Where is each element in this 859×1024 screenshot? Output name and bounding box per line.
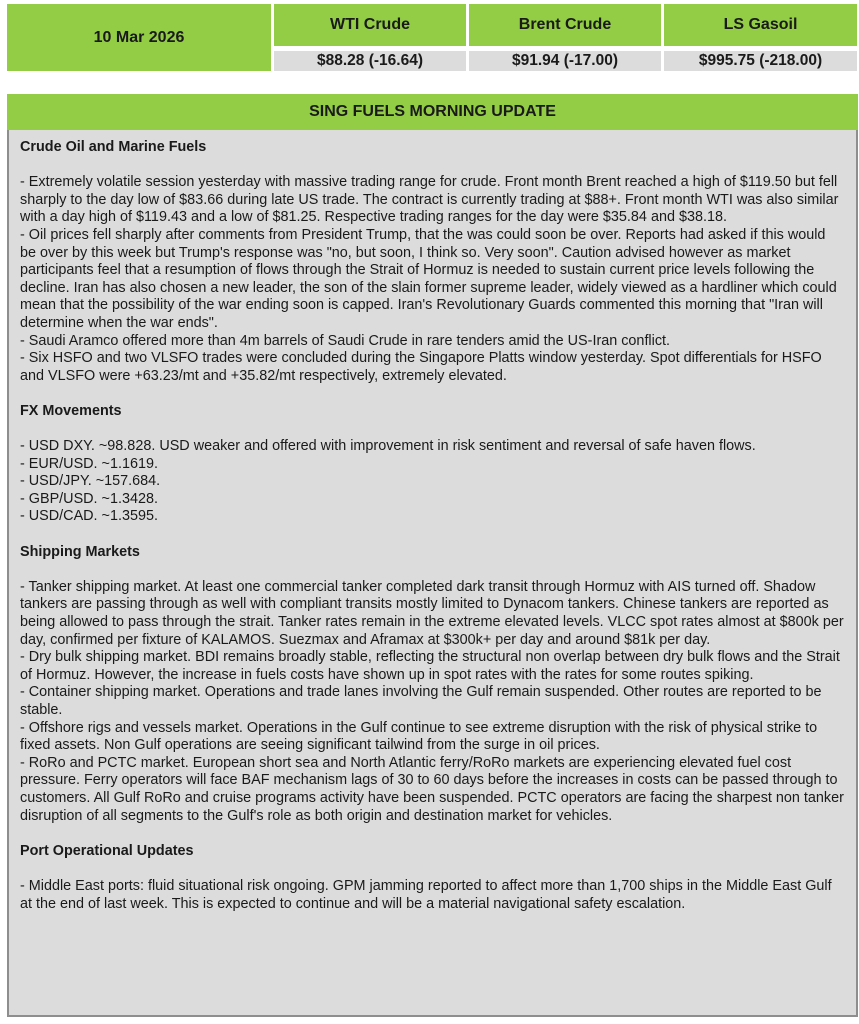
list-item: - Saudi Aramco offered more than 4m barrels of Saudi Crude in rare tenders amid the US-Iran conflict.	[20, 332, 671, 349]
list-item: - GBP/USD. ~1.3428.	[20, 490, 158, 507]
price-column-wti	[274, 4, 466, 71]
list-item: - Dry bulk shipping market. BDI remains broadly stable, reflecting the structural non overlap between dry bulk flows and the Strait of Hormuz. However, the increase in fuels costs have shown up in spot rates with the rates for some routes spiking.	[20, 649, 840, 683]
price-value-gasoil: $995.75 (-218.00)	[664, 51, 857, 71]
price-label-brent: Brent Crude	[469, 4, 661, 46]
report-date: 10 Mar 2026	[7, 4, 271, 71]
list-item: - Oil prices fell sharply after comments from President Trump, that the was could soon be over. Reports had asked if this would be over by this week but Trump's response was "no, but soon, I think so. Very soon". Caution advised however as market participants feel that a resumption of flows through the Strait of Hormuz is needed to sustain current price levels following the decline. Iran has also chosen a new leader, the son of the slain former supreme leader, widely viewed as a hardliner which could mean that the possibility of the war ending soon is capped. Iran's Revolutionary Guards commented this morning that "Iran will determine when the war ends".	[20, 226, 837, 331]
section-crude-oil	[20, 139, 845, 385]
section-port-updates	[20, 843, 845, 913]
price-column-brent	[469, 4, 661, 71]
section-title: Shipping Markets	[20, 543, 140, 560]
list-item: - USD/CAD. ~1.3595.	[20, 508, 158, 525]
section-shipping-markets	[20, 544, 845, 826]
list-item: - Six HSFO and two VLSFO trades were concluded during the Singapore Platts window yesterday. Spot differentials for HSFO and VLSFO were +63.23/mt and +35.82/mt respectively, extremely elevated.	[20, 350, 822, 384]
list-item: - Offshore rigs and vessels market. Operations in the Gulf continue to see extreme disruption with the risk of physical strike to fixed assets. Non Gulf operations are seeing significant tailwind from the surge in oil prices.	[20, 719, 818, 754]
list-item: - EUR/USD. ~1.1619.	[20, 455, 158, 472]
section-title: Crude Oil and Marine Fuels	[20, 139, 207, 155]
price-value-wti: $88.28 (-16.64)	[274, 51, 466, 71]
price-label-wti: WTI Crude	[274, 4, 466, 46]
section-fx-movements	[20, 403, 845, 526]
list-item: - USD DXY. ~98.828. USD weaker and offered with improvement in risk sentiment and reversal of safe haven flows.	[20, 438, 756, 455]
section-title: FX Movements	[20, 402, 122, 419]
price-column-gasoil	[664, 4, 857, 71]
section-title: Port Operational Updates	[20, 842, 194, 859]
price-value-brent: $91.94 (-17.00)	[469, 51, 661, 71]
list-item: - Tanker shipping market. At least one commercial tanker completed dark transit through Hormuz with AIS turned off. Shadow tankers are passing through as well with compliant transits mostly limited to Dynacom tankers. Chinese tankers are reported as being allowed to pass through the strait. Tanker rates remain in the extreme elevated levels. VLCC spot rates almost at $800k per day, confirmed per fixture of KALAMOS. Suezmax and Aframax at $300k+ per day and around $81k per day.	[20, 578, 844, 648]
report-title-banner: SING FUELS MORNING UPDATE	[7, 94, 858, 130]
report-body	[7, 130, 858, 1017]
list-item: - RoRo and PCTC market. European short sea and North Atlantic ferry/RoRo markets are experiencing elevated fuel cost pressure. Ferry operators will face BAF mechanism lags of 30 to 60 days before the increases in costs can be passed through to customers. All Gulf RoRo and cruise programs activity have been suspended. PCTC operators are facing the sharpest non tanker disruption of all segments to the Gulf's role as both origin and destination market for vehicles.	[20, 754, 844, 824]
list-item: - Extremely volatile session yesterday with massive trading range for crude. Front month Brent reached a high of $119.50 but fell sharply to the day low of $83.66 during late US trade. The contract is currently trading at $88+. Front month WTI was also similar with a day high of $119.43 and a low of $81.25. Respective trading ranges for the day were $35.84 and $38.18.	[20, 174, 839, 226]
price-label-gasoil: LS Gasoil	[664, 4, 857, 46]
list-item: - USD/JPY. ~157.684.	[20, 473, 161, 490]
price-table	[7, 4, 857, 71]
list-item: - Container shipping market. Operations and trade lanes involving the Gulf remain suspended. Other routes are reported to be stable.	[20, 684, 822, 718]
list-item: - Middle East ports: fluid situational risk ongoing. GPM jamming reported to affect more than 1,700 ships in the Middle East Gulf at the end of last week. This is expected to continue and will be a material navigational safety escalation.	[20, 877, 832, 912]
